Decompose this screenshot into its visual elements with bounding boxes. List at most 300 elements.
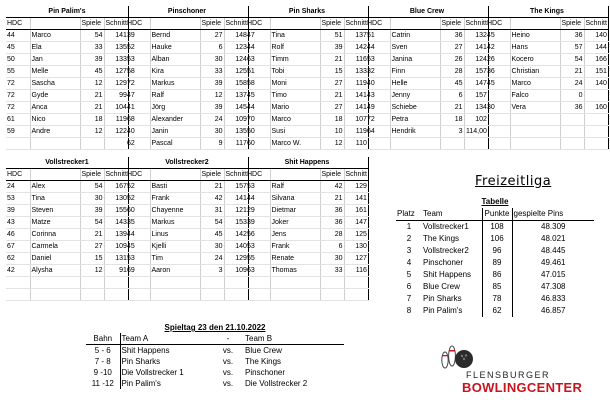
player-name (270, 289, 320, 301)
player-name: Sven (390, 42, 440, 54)
player-row (246, 193, 368, 205)
ranking-header: Platz (396, 208, 422, 221)
player-hdc: 50 (246, 126, 270, 138)
player-row (126, 241, 248, 253)
player-row (126, 277, 248, 289)
player-schnitt: 132 (464, 30, 488, 42)
player-row (366, 90, 488, 102)
player-row (246, 114, 368, 126)
player-name: Jan (30, 54, 80, 66)
player-row (126, 253, 248, 265)
schedule-header: Team B (244, 333, 344, 345)
player-hdc: 47 (246, 30, 270, 42)
player-row (126, 138, 248, 150)
player-name: Bernd (150, 30, 200, 42)
player-spiele: 36 (560, 102, 584, 114)
ranking-pins: 46.833 (541, 294, 566, 303)
player-spiele: 24 (560, 78, 584, 90)
player-hdc (486, 126, 510, 138)
player-schnitt (464, 138, 488, 150)
ranking-place: 2 (406, 234, 412, 243)
player-hdc: 35 (126, 217, 150, 229)
player-hdc: 64 (366, 126, 390, 138)
team-table (246, 157, 369, 301)
player-row (486, 54, 608, 66)
col-header-spiele: Spiele (80, 169, 104, 181)
player-schnitt: 147 (344, 217, 368, 229)
player-spiele: 30 (200, 126, 224, 138)
player-schnitt: 134 (464, 102, 488, 114)
team-name: Shit Happens (246, 157, 368, 169)
ranking-points: 85 (482, 281, 512, 293)
player-spiele: 54 (200, 217, 224, 229)
league-title: Freizeitliga (475, 174, 552, 189)
player-spiele: 45 (200, 229, 224, 241)
player-name: Kocero (510, 54, 560, 66)
player-row (126, 102, 248, 114)
player-spiele: 27 (440, 42, 464, 54)
player-hdc: 62 (126, 138, 150, 150)
player-schnitt: 142 (224, 229, 248, 241)
player-schnitt: 130 (344, 241, 368, 253)
player-spiele: 36 (440, 30, 464, 42)
player-spiele: 6 (200, 42, 224, 54)
col-header-name (150, 18, 200, 30)
ranking-pins: 48.445 (541, 246, 566, 255)
player-schnitt (344, 289, 368, 301)
player-schnitt: 99 (104, 90, 128, 102)
player-schnitt: 139 (104, 229, 128, 241)
player-row (486, 102, 608, 114)
player-schnitt: 109 (224, 265, 248, 277)
player-hdc: 39 (126, 30, 150, 42)
schedule-vs: vs. (222, 368, 234, 377)
player-name: Silvana (270, 193, 320, 205)
schedule-row (86, 367, 344, 378)
ranking-row (396, 269, 594, 281)
ranking-table (396, 196, 594, 317)
player-spiele: 36 (320, 217, 344, 229)
player-spiele: 21 (80, 102, 104, 114)
player-spiele: 21 (560, 66, 584, 78)
ranking-points: 108 (482, 221, 512, 234)
col-header-spiele: Spiele (80, 18, 104, 30)
player-name: Susi (270, 126, 320, 138)
player-hdc: 53 (126, 253, 150, 265)
player-name: Alysha (30, 265, 80, 277)
schedule-header: - (212, 333, 244, 345)
player-hdc: 55 (6, 66, 30, 78)
player-row (486, 66, 608, 78)
player-spiele: 18 (440, 114, 464, 126)
ranking-place: 1 (406, 222, 412, 231)
team-table (246, 6, 369, 150)
player-row (126, 42, 248, 54)
player-name (270, 277, 320, 289)
player-spiele: 31 (200, 205, 224, 217)
player-hdc: 39 (6, 205, 30, 217)
schedule-row (86, 345, 344, 357)
bowling-pins-icon (438, 338, 474, 372)
schedule-team-a: Pin Sharks (120, 356, 212, 367)
player-name (510, 114, 560, 126)
player-schnitt (584, 114, 608, 126)
player-name: Anca (30, 102, 80, 114)
ranking-pins: 47.015 (541, 270, 566, 279)
player-hdc: 45 (486, 78, 510, 90)
player-hdc: 67 (6, 241, 30, 253)
ranking-points: 78 (482, 293, 512, 305)
col-header-name (30, 18, 80, 30)
player-row (126, 78, 248, 90)
ranking-team: Vollstrecker1 (423, 222, 469, 231)
player-hdc: 46 (6, 229, 30, 241)
player-row (366, 114, 488, 126)
player-row (246, 253, 368, 265)
player-row (126, 229, 248, 241)
player-name: Petra (390, 114, 440, 126)
ranking-row (396, 305, 594, 317)
player-hdc (6, 289, 30, 301)
player-hdc: 50 (6, 54, 30, 66)
player-hdc: 70 (246, 114, 270, 126)
player-row (6, 90, 128, 102)
player-hdc: 72 (6, 102, 30, 114)
player-hdc: 53 (6, 193, 30, 205)
col-header-name (150, 169, 200, 181)
player-row (6, 277, 128, 289)
player-name: Timo (270, 90, 320, 102)
col-header-spiele: Spiele (320, 18, 344, 30)
player-spiele: 42 (200, 193, 224, 205)
player-name: Kira (150, 66, 200, 78)
team-name: Pin Sharks (246, 6, 368, 18)
player-hdc: 26 (486, 54, 510, 66)
player-name: Markus (150, 217, 200, 229)
col-header-schnitt: Schnitt (584, 18, 608, 30)
player-spiele (320, 277, 344, 289)
player-hdc: 49 (366, 102, 390, 114)
ranking-pins: 47.308 (541, 282, 566, 291)
player-row (6, 181, 128, 193)
player-row (366, 54, 488, 66)
ranking-row (396, 233, 594, 245)
ranking-pins: 49.461 (541, 258, 566, 267)
player-hdc (126, 277, 150, 289)
schedule-lane: 7 - 8 (94, 357, 111, 366)
schedule-team-a: Pin Palim's (120, 378, 212, 389)
player-spiele (200, 289, 224, 301)
team-table (6, 6, 129, 150)
player-hdc: 51 (366, 30, 390, 42)
player-name: Timm (270, 54, 320, 66)
player-hdc: 44 (246, 42, 270, 54)
team-table (486, 6, 609, 150)
team-name: Blue Crew (366, 6, 488, 18)
player-schnitt (224, 289, 248, 301)
player-name: Vera (510, 102, 560, 114)
player-row (246, 102, 368, 114)
col-header-schnitt: Schnitt (344, 169, 368, 181)
player-schnitt: 121 (224, 205, 248, 217)
player-spiele: 45 (80, 66, 104, 78)
player-hdc: 55 (246, 253, 270, 265)
player-row (246, 54, 368, 66)
player-schnitt: 117 (224, 138, 248, 150)
logo-line1: FLENSBURGER (466, 370, 551, 380)
player-hdc: 44 (6, 30, 30, 42)
player-row (486, 126, 608, 138)
player-hdc: 72 (6, 78, 30, 90)
player-hdc: 53 (246, 181, 270, 193)
player-spiele: 33 (80, 42, 104, 54)
player-name: Janina (390, 54, 440, 66)
schedule-vs: vs. (222, 346, 234, 355)
player-name: Sascha (30, 78, 80, 90)
player-hdc: 44 (246, 193, 270, 205)
player-hdc: 60 (126, 205, 150, 217)
player-row (6, 54, 128, 66)
player-spiele: 27 (320, 102, 344, 114)
player-name: Tobi (270, 66, 320, 78)
col-header-spiele: Spiele (200, 169, 224, 181)
player-spiele: 3 (440, 126, 464, 138)
player-schnitt: 110 (344, 138, 368, 150)
player-schnitt: 119 (104, 114, 128, 126)
col-header-name (270, 18, 320, 30)
player-spiele: 21 (320, 193, 344, 205)
player-name: Marco (270, 114, 320, 126)
team-name: The Kings (486, 6, 608, 18)
player-schnitt: 91 (104, 265, 128, 277)
player-hdc: 40 (126, 126, 150, 138)
player-hdc: 62 (6, 253, 30, 265)
player-name: Thomas (270, 265, 320, 277)
player-hdc: 58 (126, 66, 150, 78)
player-schnitt: 135 (224, 126, 248, 138)
ranking-place: 4 (406, 258, 412, 267)
player-name: Tim (150, 253, 200, 265)
player-name: Melle (30, 66, 80, 78)
team-table (366, 6, 489, 150)
player-schnitt: 167 (104, 181, 128, 193)
player-schnitt: 119 (344, 126, 368, 138)
col-header-spiele: Spiele (440, 18, 464, 30)
player-schnitt: 141 (344, 90, 368, 102)
player-spiele: 33 (200, 66, 224, 78)
player-row (6, 205, 128, 217)
player-name: Janin (150, 126, 200, 138)
ranking-team: Pin Palim's (423, 306, 463, 315)
player-name: Alex (30, 181, 80, 193)
player-spiele: 18 (320, 114, 344, 126)
player-hdc: 42 (6, 265, 30, 277)
player-schnitt: 148 (224, 30, 248, 42)
ranking-points: 89 (482, 257, 512, 269)
player-schnitt: 107 (344, 114, 368, 126)
col-header-hdc: HDC (246, 169, 270, 181)
player-row (366, 102, 488, 114)
player-spiele: 24 (200, 114, 224, 126)
player-name: Andre (30, 126, 80, 138)
player-schnitt: 140 (584, 30, 608, 42)
player-spiele: 39 (320, 42, 344, 54)
player-spiele: 54 (560, 54, 584, 66)
player-spiele (200, 277, 224, 289)
player-spiele: 30 (200, 54, 224, 66)
player-schnitt: 145 (224, 102, 248, 114)
player-spiele: 36 (320, 205, 344, 217)
col-header-hdc: HDC (126, 18, 150, 30)
player-name: Dietmar (270, 205, 320, 217)
bowlingcenter-logo (436, 338, 596, 396)
ranking-pins: 48.021 (541, 234, 566, 243)
player-schnitt: 124 (224, 54, 248, 66)
player-name: Kjelli (150, 241, 200, 253)
team-name: Vollstrecker2 (126, 157, 248, 169)
player-hdc (6, 138, 30, 150)
player-spiele: 21 (200, 181, 224, 193)
player-spiele: 54 (80, 217, 104, 229)
player-name (30, 289, 80, 301)
col-header-name (510, 18, 560, 30)
schedule-lane: 11 -12 (91, 379, 114, 388)
ranking-place: 6 (406, 282, 412, 291)
player-spiele: 36 (560, 30, 584, 42)
ranking-place: 8 (406, 306, 412, 315)
player-row (126, 114, 248, 126)
player-name: Tina (30, 193, 80, 205)
ranking-row (396, 245, 594, 257)
player-row (366, 30, 488, 42)
col-header-hdc: HDC (6, 18, 30, 30)
player-hdc (126, 289, 150, 301)
player-hdc: 53 (366, 54, 390, 66)
ranking-points: 62 (482, 305, 512, 317)
player-name: Ralf (150, 90, 200, 102)
player-spiele: 27 (200, 30, 224, 42)
ranking-header: Punkte (482, 208, 512, 221)
player-spiele: 21 (320, 54, 344, 66)
player-schnitt: 143 (104, 217, 128, 229)
player-hdc: 59 (6, 126, 30, 138)
schedule-team-a: Die Vollstrecker 1 (120, 367, 212, 378)
ranking-team: Pin Sharks (423, 294, 462, 303)
player-spiele: 10 (320, 126, 344, 138)
player-row (246, 229, 368, 241)
col-header-schnitt: Schnitt (104, 18, 128, 30)
player-spiele (440, 138, 464, 150)
ranking-caption: Tabelle (481, 197, 509, 206)
player-row (126, 193, 248, 205)
player-hdc: 44 (366, 42, 390, 54)
player-hdc: 36 (486, 66, 510, 78)
player-name: Finn (390, 66, 440, 78)
player-spiele (560, 114, 584, 126)
player-row (246, 66, 368, 78)
player-hdc: 51 (246, 66, 270, 78)
player-hdc: 32 (366, 66, 390, 78)
ranking-place: 5 (406, 270, 412, 279)
player-spiele: 12 (200, 90, 224, 102)
player-row (486, 78, 608, 90)
player-name: Falco (510, 90, 560, 102)
player-spiele (80, 138, 104, 150)
player-hdc: 53 (246, 241, 270, 253)
player-row (126, 66, 248, 78)
player-schnitt: 144 (584, 42, 608, 54)
player-hdc (486, 138, 510, 150)
schedule-lane: 5 - 6 (94, 346, 111, 355)
schedule-caption: Spieltag 23 den 21.10.2022 (164, 323, 266, 332)
player-schnitt: 137 (344, 30, 368, 42)
player-name: Ela (30, 42, 80, 54)
player-name: Corinna (30, 229, 80, 241)
player-name: Christian (510, 66, 560, 78)
player-spiele (320, 289, 344, 301)
player-name (150, 289, 200, 301)
player-row (246, 30, 368, 42)
player-spiele: 54 (80, 181, 104, 193)
player-name: Basti (150, 181, 200, 193)
player-name: Daniel (30, 253, 80, 265)
player-hdc: 56 (246, 229, 270, 241)
player-schnitt: 166 (584, 54, 608, 66)
player-schnitt: 141 (344, 193, 368, 205)
schedule-team-b: Die Vollstrecker 2 (245, 379, 308, 388)
ranking-team: Pinschoner (423, 258, 464, 267)
schedule-row (86, 378, 344, 389)
player-schnitt: 124 (464, 54, 488, 66)
player-name: Heino (510, 30, 560, 42)
player-hdc (6, 277, 30, 289)
player-spiele: 21 (440, 102, 464, 114)
player-spiele: 15 (320, 66, 344, 78)
player-row (6, 30, 128, 42)
player-schnitt: 153 (224, 217, 248, 229)
player-name: Frank (150, 193, 200, 205)
player-schnitt: 119 (344, 78, 368, 90)
player-spiele: 28 (320, 229, 344, 241)
col-header-schnitt: Schnitt (104, 169, 128, 181)
player-hdc: 45 (126, 241, 150, 253)
player-row (6, 102, 128, 114)
player-schnitt: 133 (104, 54, 128, 66)
player-schnitt: 141 (464, 42, 488, 54)
player-hdc: 30 (486, 102, 510, 114)
team-table (126, 6, 249, 150)
player-schnitt (104, 277, 128, 289)
player-hdc: 24 (6, 181, 30, 193)
player-name: Ralf (270, 181, 320, 193)
player-name: Frank (270, 241, 320, 253)
player-spiele: 51 (320, 30, 344, 42)
player-schnitt: 140 (224, 241, 248, 253)
player-hdc: 63 (246, 54, 270, 66)
schedule-table (86, 322, 344, 389)
player-schnitt (104, 138, 128, 150)
player-name: Hendrik (390, 126, 440, 138)
player-name: Matze (30, 217, 80, 229)
schedule-row (86, 356, 344, 367)
player-row (126, 217, 248, 229)
player-name: Gyde (30, 90, 80, 102)
ranking-points: 86 (482, 269, 512, 281)
player-row (6, 66, 128, 78)
player-spiele: 9 (200, 138, 224, 150)
player-spiele: 57 (560, 42, 584, 54)
player-hdc (366, 138, 390, 150)
